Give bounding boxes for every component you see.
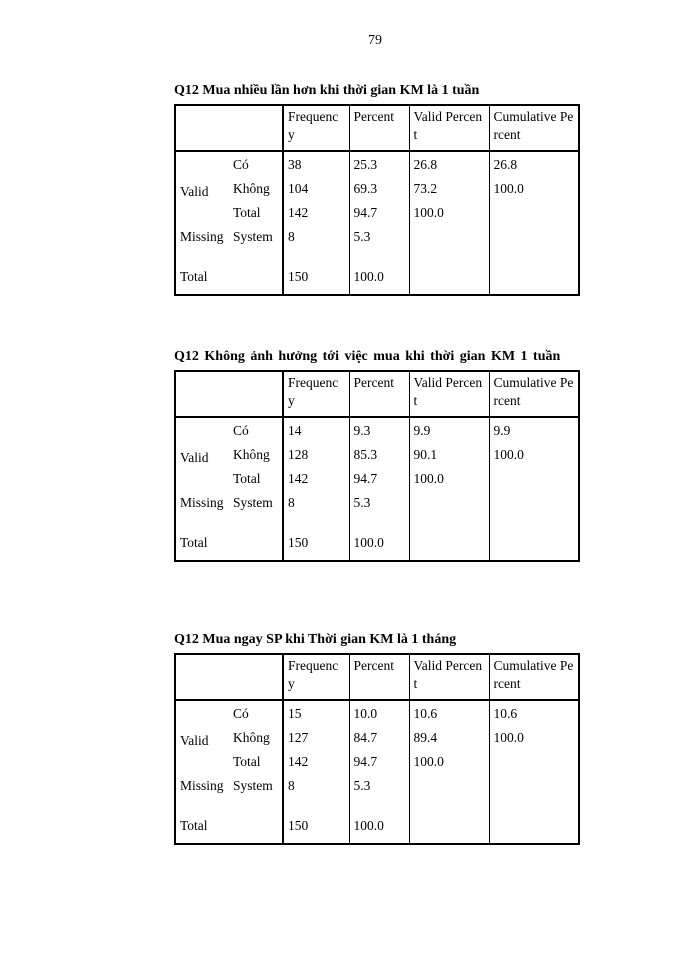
table-row-valid-total bbox=[175, 753, 579, 777]
row-label-system: System bbox=[233, 778, 273, 793]
cell-percent: 100.0 bbox=[349, 534, 409, 561]
row-label-missing: Missing bbox=[180, 778, 224, 793]
cell-percent: 100.0 bbox=[349, 268, 409, 295]
page-number: 79 bbox=[368, 33, 382, 48]
cell-cumulative-percent bbox=[489, 753, 579, 777]
cell-percent: 84.7 bbox=[349, 729, 409, 753]
table-title: Q12 Không ảnh hưởng tới việc mua khi thời gian KM 1 tuần bbox=[174, 349, 561, 364]
row-label-co: Có bbox=[233, 157, 249, 172]
header-frequency: Frequency bbox=[283, 105, 349, 151]
header-valid-percent: Valid Percent bbox=[409, 105, 489, 151]
table-row-co bbox=[175, 417, 579, 446]
cell-percent: 85.3 bbox=[349, 446, 409, 470]
cell-percent: 25.3 bbox=[349, 151, 409, 180]
row-label-total: Total bbox=[233, 471, 261, 486]
cell-percent: 69.3 bbox=[349, 180, 409, 204]
cell-valid-percent bbox=[409, 268, 489, 295]
cell-frequency: 150 bbox=[283, 534, 349, 561]
row-label-khong: Không bbox=[233, 447, 270, 462]
cell-frequency: 150 bbox=[283, 268, 349, 295]
cell-cumulative-percent bbox=[489, 470, 579, 494]
row-label-system: System bbox=[233, 495, 273, 510]
row-label-valid: Valid bbox=[180, 184, 209, 199]
cell-cumulative-percent bbox=[489, 817, 579, 844]
cell-cumulative-percent bbox=[489, 204, 579, 228]
cell-cumulative-percent bbox=[489, 268, 579, 295]
header-frequency: Frequency bbox=[283, 654, 349, 700]
cell-percent: 5.3 bbox=[349, 228, 409, 268]
header-blank bbox=[229, 105, 283, 151]
cell-frequency: 128 bbox=[283, 446, 349, 470]
header-valid-percent: Valid Percent bbox=[409, 654, 489, 700]
row-label-missing: Missing bbox=[180, 229, 224, 244]
cell-cumulative-percent: 100.0 bbox=[489, 446, 579, 470]
cell-valid-percent bbox=[409, 777, 489, 817]
row-label-khong: Không bbox=[233, 730, 270, 745]
frequency-table bbox=[174, 104, 580, 296]
row-label-grand-total: Total bbox=[180, 269, 208, 284]
header-frequency: Frequency bbox=[283, 371, 349, 417]
cell-frequency: 14 bbox=[283, 417, 349, 446]
table-row-co bbox=[175, 151, 579, 180]
cell-valid-percent: 73.2 bbox=[409, 180, 489, 204]
cell-valid-percent bbox=[409, 494, 489, 534]
row-label-valid: Valid bbox=[180, 450, 209, 465]
table-title: Q12 Mua nhiều lần hơn khi thời gian KM là 1 tuần bbox=[174, 83, 480, 98]
cell-frequency: 150 bbox=[283, 817, 349, 844]
row-label-blank bbox=[229, 268, 283, 295]
cell-cumulative-percent bbox=[489, 494, 579, 534]
header-percent: Percent bbox=[349, 654, 409, 700]
header-blank bbox=[229, 654, 283, 700]
header-percent: Percent bbox=[349, 105, 409, 151]
table-title: Q12 Mua ngay SP khi Thời gian KM là 1 tháng bbox=[174, 632, 457, 647]
cell-cumulative-percent: 9.9 bbox=[489, 417, 579, 446]
header-cumulative-percent: Cumulative Percent bbox=[489, 371, 579, 417]
cell-frequency: 142 bbox=[283, 470, 349, 494]
frequency-table bbox=[174, 653, 580, 845]
cell-frequency: 8 bbox=[283, 494, 349, 534]
cell-frequency: 127 bbox=[283, 729, 349, 753]
cell-valid-percent bbox=[409, 228, 489, 268]
table-row-valid-total bbox=[175, 204, 579, 228]
cell-valid-percent: 90.1 bbox=[409, 446, 489, 470]
row-label-valid: Valid bbox=[180, 733, 209, 748]
frequency-table-block bbox=[174, 82, 578, 296]
table-row-khong bbox=[175, 180, 579, 204]
cell-valid-percent: 89.4 bbox=[409, 729, 489, 753]
header-blank bbox=[175, 105, 229, 151]
cell-percent: 5.3 bbox=[349, 494, 409, 534]
row-label-total: Total bbox=[233, 205, 261, 220]
cell-valid-percent: 26.8 bbox=[409, 151, 489, 180]
header-cumulative-percent: Cumulative Percent bbox=[489, 105, 579, 151]
cell-frequency: 104 bbox=[283, 180, 349, 204]
table-row-total bbox=[175, 534, 579, 561]
frequency-table-block bbox=[174, 631, 578, 845]
cell-valid-percent: 100.0 bbox=[409, 753, 489, 777]
table-row-total bbox=[175, 817, 579, 844]
frequency-table-block bbox=[174, 348, 578, 562]
cell-cumulative-percent bbox=[489, 534, 579, 561]
cell-cumulative-percent bbox=[489, 777, 579, 817]
table-header-row bbox=[175, 654, 579, 700]
table-row-missing bbox=[175, 494, 579, 534]
header-blank bbox=[175, 654, 229, 700]
row-label-grand-total: Total bbox=[180, 535, 208, 550]
row-label-blank bbox=[229, 817, 283, 844]
cell-valid-percent: 100.0 bbox=[409, 204, 489, 228]
frequency-table bbox=[174, 370, 580, 562]
cell-frequency: 142 bbox=[283, 753, 349, 777]
row-label-co: Có bbox=[233, 423, 249, 438]
table-header-row bbox=[175, 371, 579, 417]
header-blank bbox=[175, 371, 229, 417]
cell-valid-percent: 9.9 bbox=[409, 417, 489, 446]
table-row-missing bbox=[175, 228, 579, 268]
row-label-missing: Missing bbox=[180, 495, 224, 510]
table-row-co bbox=[175, 700, 579, 729]
row-label-total: Total bbox=[233, 754, 261, 769]
row-label-grand-total: Total bbox=[180, 818, 208, 833]
cell-percent: 94.7 bbox=[349, 753, 409, 777]
row-label-blank bbox=[229, 534, 283, 561]
cell-frequency: 38 bbox=[283, 151, 349, 180]
cell-percent: 10.0 bbox=[349, 700, 409, 729]
cell-cumulative-percent: 100.0 bbox=[489, 729, 579, 753]
cell-cumulative-percent bbox=[489, 228, 579, 268]
cell-frequency: 15 bbox=[283, 700, 349, 729]
row-label-khong: Không bbox=[233, 181, 270, 196]
cell-frequency: 8 bbox=[283, 777, 349, 817]
cell-cumulative-percent: 26.8 bbox=[489, 151, 579, 180]
table-header-row bbox=[175, 105, 579, 151]
cell-percent: 94.7 bbox=[349, 470, 409, 494]
table-row-total bbox=[175, 268, 579, 295]
cell-valid-percent bbox=[409, 534, 489, 561]
row-label-system: System bbox=[233, 229, 273, 244]
header-percent: Percent bbox=[349, 371, 409, 417]
cell-valid-percent bbox=[409, 817, 489, 844]
cell-percent: 94.7 bbox=[349, 204, 409, 228]
table-row-khong bbox=[175, 446, 579, 470]
header-blank bbox=[229, 371, 283, 417]
cell-cumulative-percent: 100.0 bbox=[489, 180, 579, 204]
cell-valid-percent: 10.6 bbox=[409, 700, 489, 729]
cell-frequency: 8 bbox=[283, 228, 349, 268]
cell-valid-percent: 100.0 bbox=[409, 470, 489, 494]
row-label-co: Có bbox=[233, 706, 249, 721]
cell-cumulative-percent: 10.6 bbox=[489, 700, 579, 729]
table-row-valid-total bbox=[175, 470, 579, 494]
table-row-missing bbox=[175, 777, 579, 817]
cell-percent: 100.0 bbox=[349, 817, 409, 844]
cell-percent: 9.3 bbox=[349, 417, 409, 446]
cell-frequency: 142 bbox=[283, 204, 349, 228]
table-row-khong bbox=[175, 729, 579, 753]
header-valid-percent: Valid Percent bbox=[409, 371, 489, 417]
header-cumulative-percent: Cumulative Percent bbox=[489, 654, 579, 700]
cell-percent: 5.3 bbox=[349, 777, 409, 817]
